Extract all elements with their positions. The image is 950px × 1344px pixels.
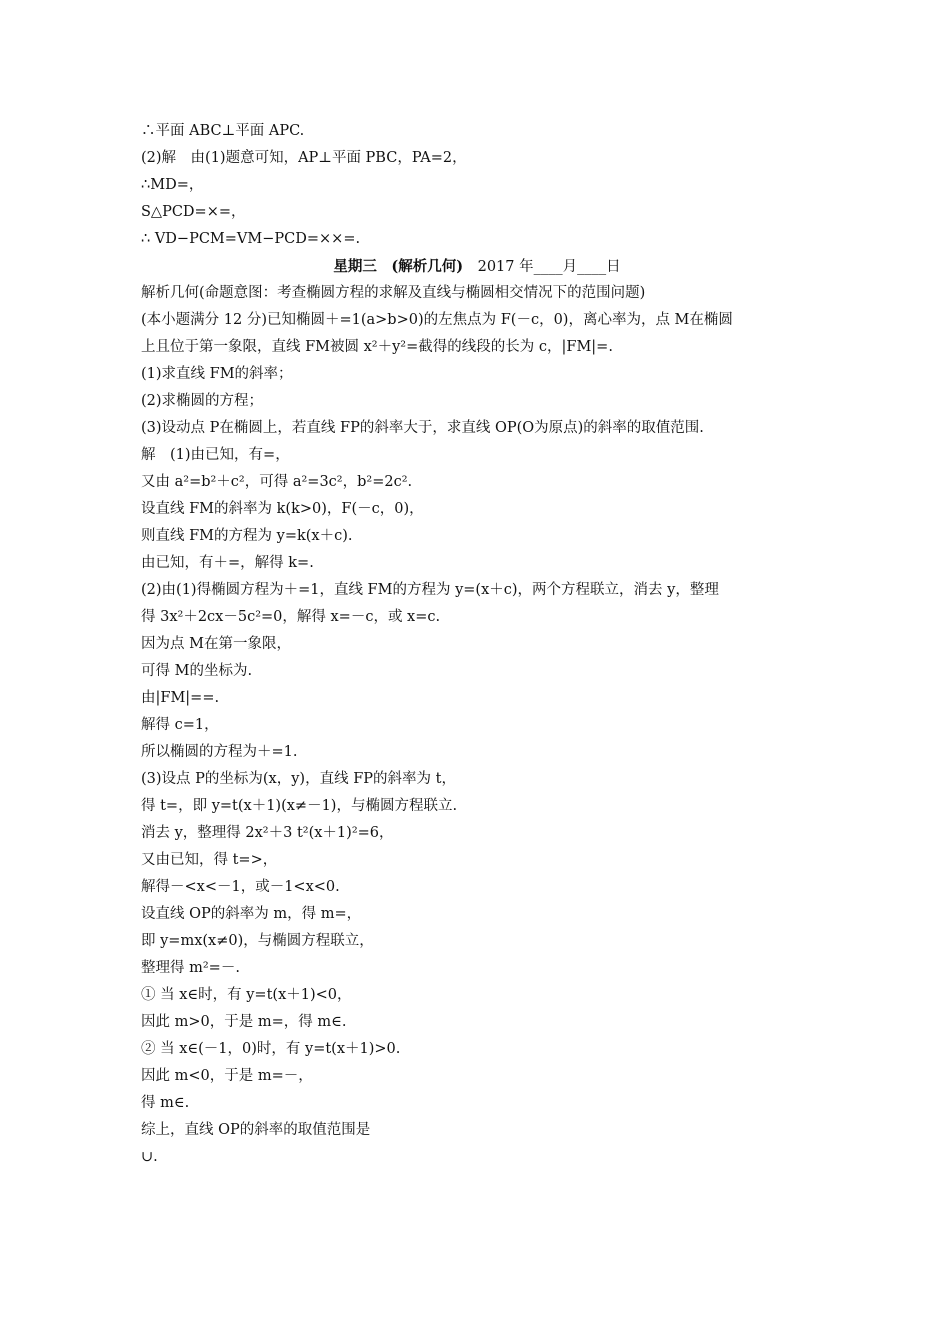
text-line: 因此 m<0，于是 m=－， [141,1068,313,1084]
text-line: ∪. [141,1149,158,1165]
text-line: (1)求直线 FM的斜率； [141,366,293,382]
text-line: 得 t=，即 y=t(x＋1)(x≠－1)，与椭圆方程联立. [141,798,458,814]
text-line: 又由 a²=b²＋c²，可得 a²=3c²，b²=2c². [141,474,413,490]
text-line: 由已知，有＋=，解得 k=. [141,555,314,571]
text-line: ∴ VD−PCM=VM−PCD=××=. [141,231,361,247]
text-line: (2)求椭圆的方程； [141,393,264,409]
text-line: 整理得 m²=－. [141,960,240,976]
text-line: ∴平面 ABC⊥平面 APC. [141,123,305,139]
text-line: 又由已知，得 t=>， [141,852,278,868]
text-line: 解 (1)由已知，有=， [141,447,290,463]
heading-day: 星期三 [333,258,377,275]
text-line: 上且位于第一象限，直线 FM被圆 x²＋y²=截得的线段的长为 c，|FM|=. [141,339,613,355]
text-line: 所以椭圆的方程为＋=1. [141,744,298,760]
text-line: (3)设动点 P在椭圆上，若直线 FP的斜率大于，求直线 OP(O为原点)的斜率的取值范围. [141,420,704,436]
text-line: 设直线 OP的斜率为 m，得 m=， [141,906,362,922]
text-line: 得 3x²＋2cx－5c²=0，解得 x=－c，或 x=c. [141,609,441,625]
text-line: 解析几何(命题意图：考查椭圆方程的求解及直线与椭圆相交情况下的范围问题) [141,285,646,301]
text-line: (2)解 由(1)题意可知，AP⊥平面 PBC，PA=2， [141,150,467,166]
text-line: 即 y=mx(x≠0)，与椭圆方程联立， [141,933,374,949]
text-line: (本小题满分 12 分)已知椭圆＋=1(a>b>0)的左焦点为 F(－c，0)，离心率为，点 M在椭圆 [141,312,733,328]
heading-date: 2017 年____月____日 [477,259,621,275]
text-line: 由|FM|==. [141,690,220,706]
text-line: 消去 y，整理得 2x²＋3 t²(x＋1)²=6， [141,825,394,841]
text-line: (2)由(1)得椭圆方程为＋=1，直线 FM的方程为 y=(x＋c)，两个方程联立，消去 y，整理 [141,582,719,598]
section-heading [141,253,813,280]
heading-topic: (解析几何) [391,258,464,275]
text-line: 则直线 FM的方程为 y=k(x＋c). [141,528,353,544]
text-line: 设直线 FM的斜率为 k(k>0)，F(－c，0)， [141,501,424,517]
document-body [141,118,813,1171]
text-line: 因此 m>0，于是 m=，得 m∈. [141,1014,347,1030]
text-line: 因为点 M在第一象限， [141,636,291,652]
text-line: ① 当 x∈时，有 y=t(x＋1)<0， [141,987,352,1003]
text-line: 可得 M的坐标为. [141,663,253,679]
text-line: ② 当 x∈(－1，0)时，有 y=t(x＋1)>0. [141,1041,401,1057]
text-line: S△PCD=×=， [141,204,246,220]
text-line: 解得－<x<－1，或－1<x<0. [141,879,340,895]
text-line: ∴MD=， [141,177,204,193]
text-line: (3)设点 P的坐标为(x，y)，直线 FP的斜率为 t， [141,771,456,787]
text-line: 得 m∈. [141,1095,190,1111]
text-line: 解得 c=1， [141,717,219,733]
text-line: 综上，直线 OP的斜率的取值范围是 [141,1122,371,1138]
